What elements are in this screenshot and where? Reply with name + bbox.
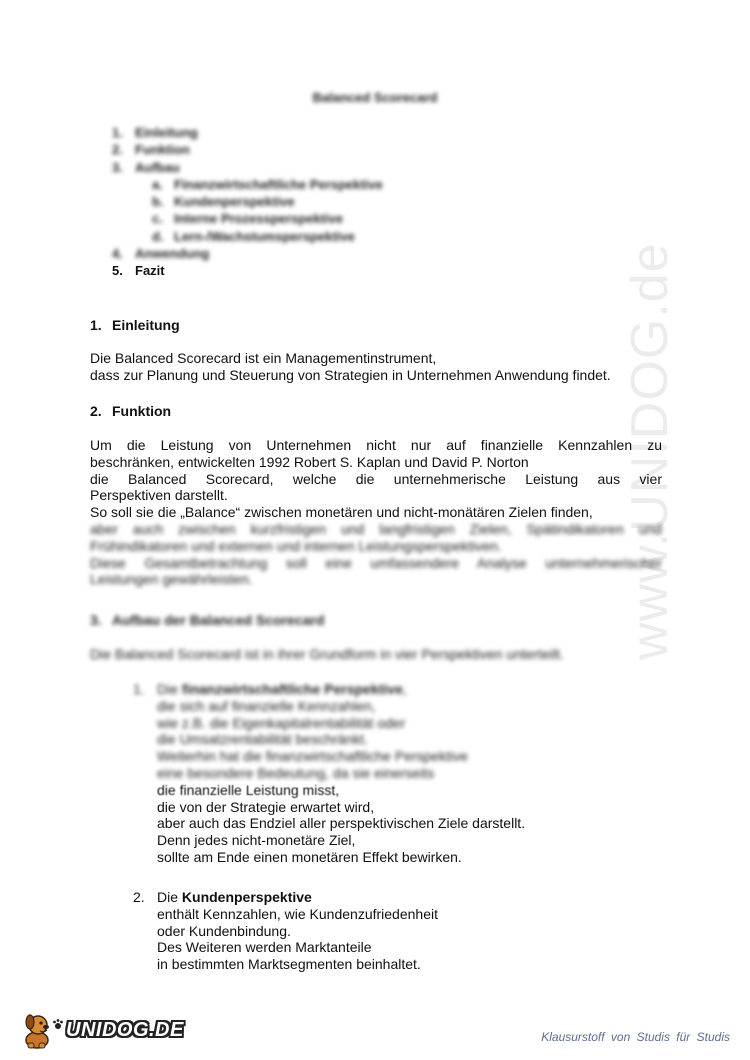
toc-item-number: c. [152, 211, 163, 227]
logo-text: UNIDOG.DE [66, 1018, 184, 1041]
text-line: So soll sie die „Balance“ zwischen monetären und nicht-monätären Zielen finden, [90, 504, 593, 521]
paw-icon [52, 1018, 64, 1030]
text-line: die finanzielle Leistung misst, [157, 781, 340, 798]
list-item-prefix: Die [157, 681, 182, 697]
toc-item-label: Aufbau [135, 159, 180, 175]
toc-item-label: Anwendung [135, 246, 210, 262]
page-title: Balanced Scorecard [312, 90, 438, 105]
text-line: sollte am Ende einen monetären Effekt bewirken. [157, 848, 462, 865]
text-line: in bestimmten Marktsegmenten beinhaltet. [157, 956, 421, 973]
toc-item-label: Einleitung [135, 125, 198, 140]
text-line: die von der Strategie erwartet wird, [157, 798, 375, 815]
toc-item-number: 2. [112, 142, 123, 158]
paragraph-funktion [90, 437, 662, 588]
toc-item-label: Funktion [135, 142, 190, 158]
text-line: Diese Gesamtbetrachtung soll eine umfassendere Analyse unternehmerischer [90, 554, 662, 571]
list-item-kundenperspektive [133, 889, 593, 973]
section-title: Funktion [112, 403, 172, 419]
section-title: Aufbau der Balanced Scorecard [112, 612, 325, 628]
footer-logo[interactable] [22, 1010, 184, 1050]
footer-claim: Klausurstoff von Studis für Studis [541, 1030, 730, 1044]
toc-item [112, 159, 383, 176]
list-item-prefix: Die [157, 889, 182, 905]
text-line: Weiterhin hat die finanzwirtschaftliche Perspektive [157, 748, 469, 765]
toc-item [112, 245, 383, 262]
text-line: beschränken, entwickelten 1992 Robert S. Kaplan und David P. Norton [90, 453, 529, 470]
toc-item-label: Finanzwirtschaftliche Perspektive [174, 176, 383, 192]
section-number: 2. [90, 403, 102, 419]
text-line: enthält Kennzahlen, wie Kundenzufriedenheit [157, 905, 438, 922]
toc-item [112, 141, 383, 158]
section-title: Einleitung [112, 317, 180, 333]
text-line: aber auch zwischen kurzfristigen und langfristigen Zielen, Spätindikatoren und [90, 520, 662, 537]
dog-mascot-icon [22, 1010, 56, 1050]
list-item-suffix: , [402, 681, 407, 697]
text-line: die Umsatzrentabilität beschränkt. [157, 731, 368, 748]
list-item-term: finanzwirtschaftliche Perspektive [181, 681, 403, 697]
toc-item-number: 5. [112, 263, 123, 279]
section-number: 3. [90, 612, 102, 628]
text-line: Frühindikatoren und externen und internen Leistungsperspektiven. [90, 537, 502, 554]
toc-item-number: 4. [112, 246, 123, 262]
watermark-text: www.UNIDOG.de [621, 242, 679, 660]
text-line: Leistungen gewährleisten. [90, 571, 253, 588]
list-item-lead [133, 889, 593, 906]
text-line: aber auch das Endziel aller perspektivischen Ziele darstellt. [157, 815, 526, 832]
toc-subitem [112, 176, 383, 193]
toc-item-label: Fazit [135, 263, 165, 279]
section-heading-einleitung [90, 317, 180, 333]
text-line: Die Balanced Scorecard ist ein Managementinstrument, [90, 350, 437, 366]
section-heading-aufbau [90, 612, 324, 628]
toc-item [112, 262, 383, 279]
toc-item-number: 1. [112, 125, 123, 140]
text-line: die Balanced Scorecard, welche die unternehmerische Leistung aus vier [90, 470, 662, 487]
paragraph-aufbau-intro [90, 646, 662, 663]
toc-item-number: d. [152, 228, 164, 244]
toc-subitem [112, 210, 383, 227]
toc-item [112, 124, 383, 141]
toc-subitem [112, 228, 383, 245]
toc-item-number: a. [152, 176, 163, 192]
text-line: die sich auf finanzielle Kennzahlen, [157, 697, 376, 714]
text-line: Perspektiven darstellt. [90, 487, 228, 504]
list-item-finanzperspektive [133, 681, 593, 866]
text-line: Die Balanced Scorecard ist in ihrer Grundform in vier Perspektiven unterteilt. [90, 646, 564, 662]
list-item-lead [133, 681, 593, 698]
text-line: Des Weiteren werden Marktanteile [157, 939, 372, 956]
toc-item-label: Interne Prozessperspektive [174, 211, 344, 227]
paragraph-einleitung [90, 350, 662, 384]
toc-subitem [112, 193, 383, 210]
toc-item-label: Lern-/Wachstumsperspektive [174, 228, 355, 244]
text-line: dass zur Planung und Steuerung von Strategien in Unternehmen Anwendung findet. [90, 366, 611, 383]
section-heading-funktion [90, 403, 171, 419]
text-line: Denn jedes nicht-monetäre Ziel, [157, 832, 356, 849]
table-of-contents [112, 124, 383, 280]
toc-item-number: b. [152, 194, 164, 210]
list-item-number: 1. [133, 681, 145, 697]
text-line: Um die Leistung von Unternehmen nicht nur auf finanzielle Kennzahlen zu [90, 437, 662, 453]
list-item-term: Kundenperspektive [181, 889, 312, 905]
toc-item-label: Kundenperspektive [174, 194, 295, 210]
text-line: eine besondere Bedeutung, da sie einerseits [157, 764, 435, 781]
section-number: 1. [90, 317, 102, 333]
text-line: wie z.B. die Eigenkapitalrentabilität oder [157, 714, 406, 731]
list-item-number: 2. [133, 889, 145, 905]
text-line: oder Kundenbindung. [157, 922, 291, 939]
toc-item-number: 3. [112, 159, 123, 175]
